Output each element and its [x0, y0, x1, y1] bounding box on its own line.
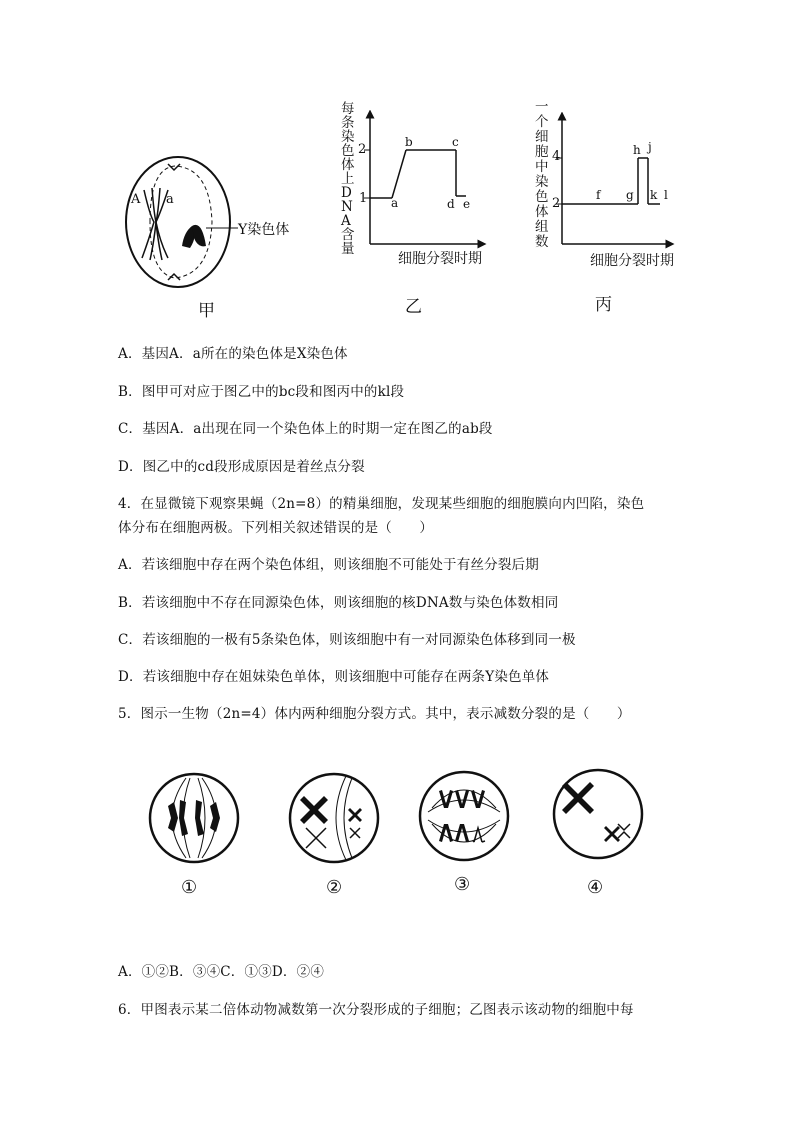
cell-label-1: ①: [181, 877, 198, 898]
label-A: A: [131, 192, 141, 207]
q3-option-c: C．基因A．a出现在同一个染色体上的时期一定在图乙的ab段: [118, 421, 493, 437]
q4-stem-line1: 4．在显微镜下观察果蝇（2n=8）的精巢细胞，发现某些细胞的细胞膜向内凹陷，染色: [118, 496, 645, 512]
cell-figure-4: [550, 766, 646, 862]
cell-figure-3: [416, 768, 512, 864]
q4-option-b: B．若该细胞中不存在同源染色体，则该细胞的核DNA数与染色体数相同: [118, 595, 559, 611]
bing-xlabel: 细胞分裂时期: [590, 253, 674, 269]
cell-figure-1: [146, 770, 242, 866]
q6-stem: 6．甲图表示某二倍体动物减数第一次分裂形成的子细胞；乙图表示该动物的细胞中每: [118, 1002, 634, 1018]
yi-point-c: c: [452, 135, 459, 149]
yi-tick-2: 2: [358, 142, 367, 157]
label-a: a: [166, 192, 174, 207]
q3-option-a: A．基因A．a所在的染色体是X染色体: [118, 346, 348, 362]
q3-option-d: D．图乙中的cd段形成原因是着丝点分裂: [118, 459, 365, 475]
bing-point-h: h: [633, 143, 641, 157]
bing-point-l: l: [664, 188, 668, 202]
bing-point-f: f: [596, 188, 601, 202]
q5-stem: 5．图示一生物（2n=4）体内两种细胞分裂方式。其中，表示减数分裂的是（ ）: [118, 706, 631, 722]
cell-label-4: ④: [587, 877, 604, 898]
q4-option-a: A．若该细胞中存在两个染色体组，则该细胞不可能处于有丝分裂后期: [118, 557, 539, 573]
cell-label-2: ②: [326, 877, 343, 898]
chart-yi: [358, 110, 488, 250]
bing-tick-2: 2: [552, 196, 561, 211]
yi-ylabel: 每条染色体上DNA含量: [341, 101, 355, 257]
caption-yi: 乙: [405, 297, 422, 317]
cell-figure-2: [286, 770, 382, 866]
yi-tick-1: 1: [359, 191, 368, 206]
bing-ylabel: 一个细胞中染色体组数: [535, 99, 549, 250]
caption-bing: 丙: [595, 295, 612, 315]
bing-point-j: j: [648, 140, 652, 154]
q4-option-d: D．若该细胞中存在姐妹染色单体，则该细胞中可能存在两条Y染色单体: [118, 669, 550, 685]
yi-xlabel: 细胞分裂时期: [398, 251, 482, 267]
q5-options: A．①②B．③④C．①③D．②④: [118, 964, 325, 980]
yi-point-b: b: [405, 135, 413, 149]
bing-point-k: k: [650, 188, 658, 202]
bing-point-g: g: [626, 188, 634, 202]
cell-label-3: ③: [454, 874, 471, 895]
label-y-chromosome: Y染色体: [238, 222, 290, 238]
q3-option-b: B．图甲可对应于图乙中的bc段和图丙中的kl段: [118, 384, 405, 400]
yi-point-d: d: [447, 197, 455, 211]
yi-point-a: a: [391, 196, 399, 210]
q4-stem-line2: 体分布在细胞两极。下列相关叙述错误的是（ ）: [118, 520, 434, 536]
yi-point-e: e: [463, 197, 471, 211]
caption-jia: 甲: [198, 301, 215, 321]
figure-jia-cell: [120, 150, 240, 290]
chart-bing: [552, 112, 677, 252]
bing-tick-4: 4: [552, 149, 561, 164]
q4-option-c: C．若该细胞的一极有5条染色体，则该细胞中有一对同源染色体移到同一极: [118, 632, 576, 648]
